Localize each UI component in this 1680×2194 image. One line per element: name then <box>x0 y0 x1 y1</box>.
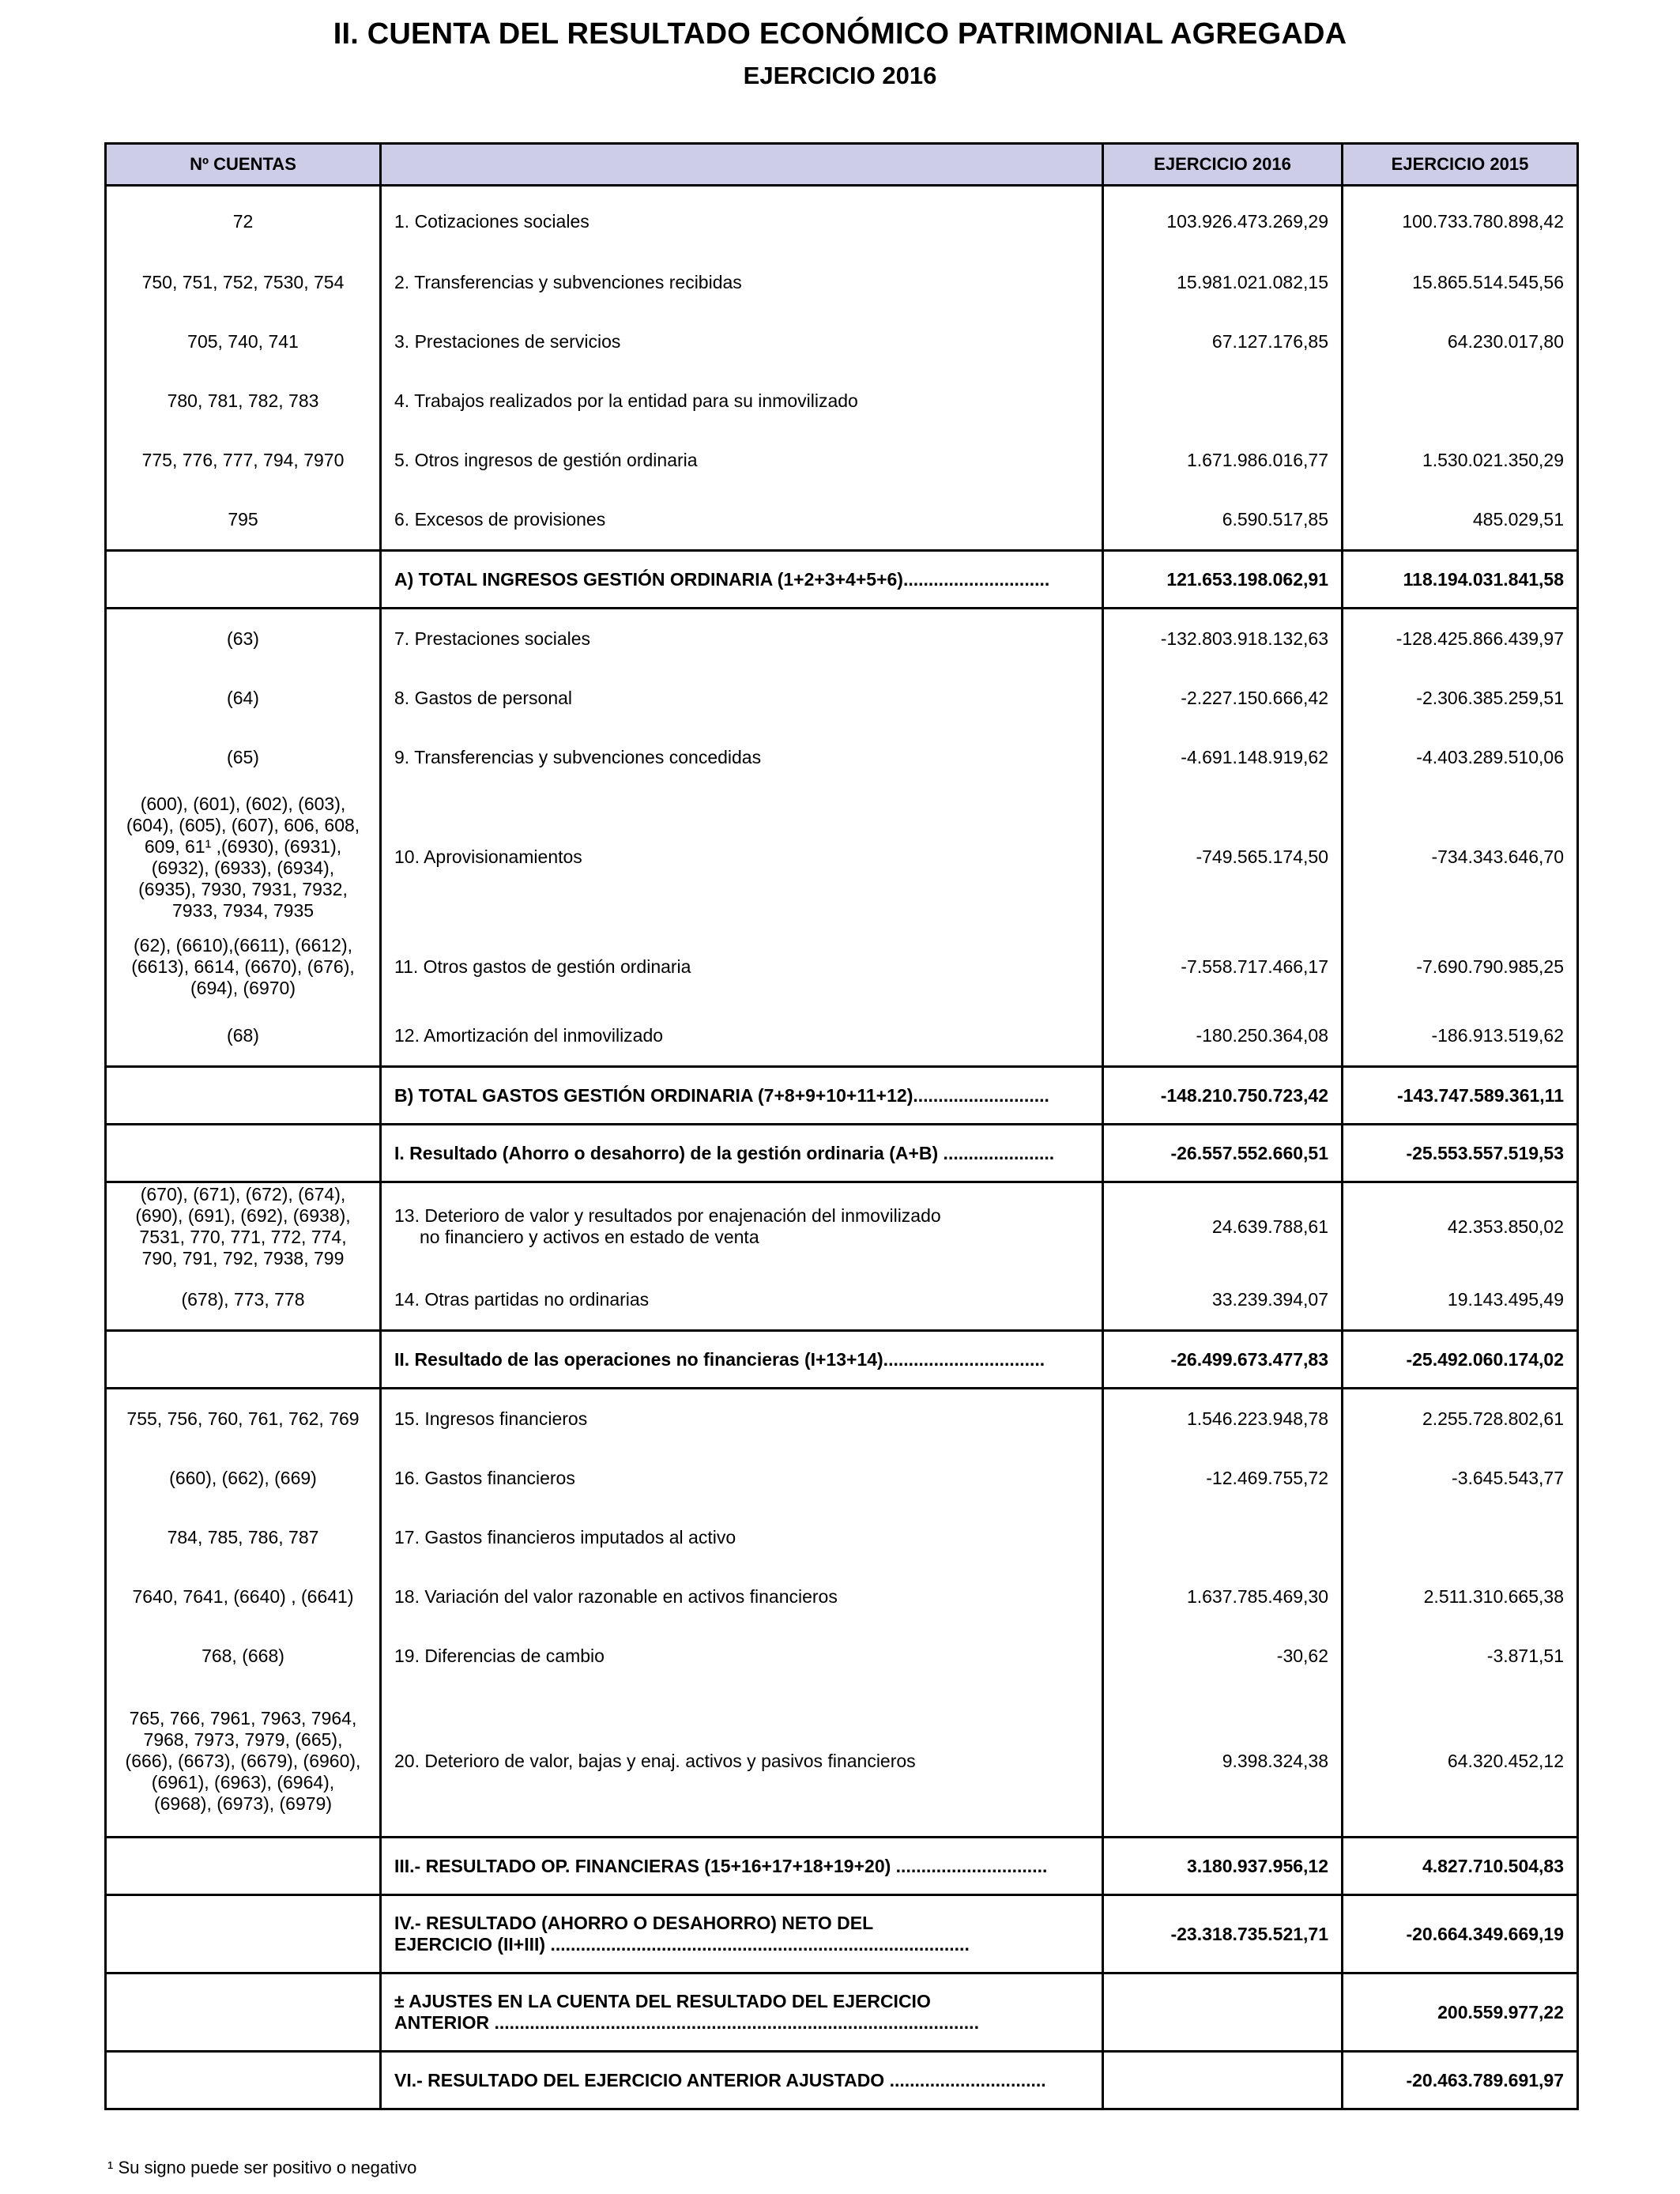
table-row <box>106 728 1578 787</box>
concept-cell <box>381 1270 1103 1331</box>
table-row <box>106 1627 1578 1686</box>
header-concept <box>381 144 1103 186</box>
cell-line: (6613), 6614, (6670), (676), <box>131 956 355 977</box>
table-row <box>106 1449 1578 1508</box>
cell-line: I. Resultado (Ahorro o desahorro) de la gestión ordinaria (A+B) ...................... <box>394 1142 1055 1163</box>
cell-line: 775, 776, 777, 794, 7970 <box>141 450 345 470</box>
account-codes-cell <box>106 927 381 1006</box>
value-2016-cell: -180.250.364,08 <box>1103 1006 1343 1067</box>
value-2016-cell: 9.398.324,38 <box>1103 1686 1343 1838</box>
table-row <box>106 1006 1578 1067</box>
cell-line: VI.- RESULTADO DEL EJERCICIO ANTERIOR AJUSTADO ............................... <box>394 2069 1046 2090</box>
cell-line: 16. Gastos financieros <box>394 1468 575 1488</box>
account-codes-cell <box>106 1270 381 1331</box>
account-codes-cell <box>106 1389 381 1449</box>
concept-cell <box>381 1006 1103 1067</box>
concept-cell <box>381 490 1103 551</box>
cell-line: 6. Excesos de provisiones <box>394 509 606 530</box>
page-subtitle: EJERCICIO 2016 <box>743 62 937 89</box>
value-2015-cell: 2.511.310.665,38 <box>1343 1567 1578 1627</box>
cell-line: 765, 766, 7961, 7963, 7964, <box>129 1707 357 1728</box>
table-row <box>106 371 1578 431</box>
value-2016-cell: 103.926.473.269,29 <box>1103 186 1343 254</box>
cell-line: 7640, 7641, (6640) , (6641) <box>132 1586 354 1607</box>
cell-line: (604), (605), (607), 606, 608, <box>126 814 360 835</box>
value-2015-cell: -143.747.589.361,11 <box>1343 1067 1578 1125</box>
cell-line: 7968, 7973, 7979, (665), <box>143 1728 343 1750</box>
concept-cell <box>381 1125 1103 1182</box>
value-2016-cell: 1.546.223.948,78 <box>1103 1389 1343 1449</box>
concept-cell <box>381 609 1103 669</box>
value-2015-cell: -2.306.385.259,51 <box>1343 669 1578 728</box>
value-2015-cell: 4.827.710.504,83 <box>1343 1838 1578 1895</box>
table-row <box>106 1270 1578 1331</box>
concept-cell <box>381 1838 1103 1895</box>
table-total-row <box>106 1838 1578 1895</box>
cell-line: (6968), (6973), (6979) <box>153 1793 332 1814</box>
value-2015-cell: 1.530.021.350,29 <box>1343 431 1578 490</box>
concept-cell <box>381 1627 1103 1686</box>
value-2016-cell: -7.558.717.466,17 <box>1103 927 1343 1006</box>
value-2016-cell: 3.180.937.956,12 <box>1103 1838 1343 1895</box>
account-codes-cell <box>106 787 381 927</box>
cell-line: IV.- RESULTADO (AHORRO O DESAHORRO) NETO DEL <box>394 1913 874 1933</box>
value-2015-cell: 485.029,51 <box>1343 490 1578 551</box>
cell-line: B) TOTAL GASTOS GESTIÓN ORDINARIA (7+8+9+10+11+12)........................... <box>394 1084 1049 1106</box>
cell-line: 10. Aprovisionamientos <box>394 846 582 867</box>
account-codes-cell <box>106 186 381 254</box>
cell-line: (63) <box>227 628 259 649</box>
cell-line: ± AJUSTES EN LA CUENTA DEL RESULTADO DEL EJERCICIO <box>394 1991 931 2011</box>
table-row <box>106 1182 1578 1271</box>
account-codes-cell <box>106 1125 381 1182</box>
cell-line: no financiero y activos en estado de venta <box>420 1227 759 1247</box>
value-2016-cell: 6.590.517,85 <box>1103 490 1343 551</box>
cell-line: (694), (6970) <box>190 977 296 998</box>
cell-line: (600), (601), (602), (603), <box>140 793 346 814</box>
value-2016-cell: 1.637.785.469,30 <box>1103 1567 1343 1627</box>
cell-line: 15. Ingresos financieros <box>394 1408 588 1429</box>
concept-cell <box>381 1508 1103 1567</box>
concept-cell <box>381 186 1103 254</box>
cell-line: 18. Variación del valor razonable en activos financieros <box>394 1586 838 1607</box>
cell-line: 7933, 7934, 7935 <box>171 899 315 921</box>
value-2016-cell: 24.639.788,61 <box>1103 1182 1343 1271</box>
header-year-2016: EJERCICIO 2016 <box>1103 144 1343 186</box>
account-codes-cell <box>106 728 381 787</box>
concept-cell <box>381 1331 1103 1389</box>
value-2016-cell: -12.469.755,72 <box>1103 1449 1343 1508</box>
table-row <box>106 431 1578 490</box>
concept-cell <box>381 253 1103 312</box>
cell-line: (666), (6673), (6679), (6960), <box>125 1750 361 1771</box>
page-title: II. CUENTA DEL RESULTADO ECONÓMICO PATRIMONIAL AGREGADA <box>333 17 1347 51</box>
concept-cell <box>381 1067 1103 1125</box>
concept-cell <box>381 1389 1103 1449</box>
table-row <box>106 927 1578 1006</box>
account-codes-cell <box>106 431 381 490</box>
value-2015-cell: 19.143.495,49 <box>1343 1270 1578 1331</box>
value-2015-cell <box>1343 371 1578 431</box>
value-2016-cell <box>1103 1508 1343 1567</box>
account-codes-cell <box>106 1006 381 1067</box>
table-total-row <box>106 1331 1578 1389</box>
value-2016-cell: -2.227.150.666,42 <box>1103 669 1343 728</box>
table-row <box>106 787 1578 927</box>
cell-line: 7531, 770, 771, 772, 774, <box>139 1227 347 1247</box>
concept-cell <box>381 1973 1103 2052</box>
account-codes-cell <box>106 609 381 669</box>
cell-line: (6935), 7930, 7931, 7932, <box>138 878 348 899</box>
cell-line: 784, 785, 786, 787 <box>167 1527 319 1547</box>
table-header-row <box>106 144 1578 186</box>
cell-line: 17. Gastos financieros imputados al activo <box>394 1527 736 1547</box>
value-2015-cell: 118.194.031.841,58 <box>1343 551 1578 609</box>
value-2015-cell: 2.255.728.802,61 <box>1343 1389 1578 1449</box>
income-statement-table <box>104 142 1579 2110</box>
concept-cell <box>381 728 1103 787</box>
concept-cell <box>381 312 1103 371</box>
cell-line: 12. Amortización del inmovilizado <box>394 1025 664 1046</box>
value-2016-cell <box>1103 2052 1343 2109</box>
cell-line: 755, 756, 760, 761, 762, 769 <box>126 1408 360 1429</box>
table-row <box>106 253 1578 312</box>
account-codes-cell <box>106 1508 381 1567</box>
concept-cell <box>381 2052 1103 2109</box>
value-2016-cell: -132.803.918.132,63 <box>1103 609 1343 669</box>
cell-line: III.- RESULTADO OP. FINANCIERAS (15+16+17+18+19+20) .............................. <box>394 1855 1048 1876</box>
table-row <box>106 186 1578 254</box>
cell-line: EJERCICIO (II+III) ................................................................................... <box>394 1934 970 1955</box>
concept-cell <box>381 1567 1103 1627</box>
cell-line: 750, 751, 752, 7530, 754 <box>141 272 345 292</box>
account-codes-cell <box>106 551 381 609</box>
cell-line: A) TOTAL INGRESOS GESTIÓN ORDINARIA (1+2+3+4+5+6)............................. <box>394 568 1050 590</box>
cell-line: (65) <box>227 747 259 767</box>
value-2016-cell <box>1103 371 1343 431</box>
value-2016-cell: -23.318.735.521,71 <box>1103 1895 1343 1973</box>
footnote: ¹ Su signo puede ser positivo o negativo <box>107 2158 417 2177</box>
value-2016-cell: -749.565.174,50 <box>1103 787 1343 927</box>
value-2015-cell: -186.913.519,62 <box>1343 1006 1578 1067</box>
value-2016-cell: 15.981.021.082,15 <box>1103 253 1343 312</box>
account-codes-cell <box>106 1331 381 1389</box>
cell-line: 3. Prestaciones de servicios <box>394 331 621 352</box>
cell-line: (670), (671), (672), (674), <box>140 1184 346 1204</box>
value-2015-cell: 64.320.452,12 <box>1343 1686 1578 1838</box>
header-accounts: Nº CUENTAS <box>106 144 381 186</box>
value-2015-cell: -7.690.790.985,25 <box>1343 927 1578 1006</box>
concept-cell <box>381 1895 1103 1973</box>
account-codes-cell <box>106 1838 381 1895</box>
concept-cell <box>381 1182 1103 1271</box>
value-2015-cell: -20.463.789.691,97 <box>1343 2052 1578 2109</box>
account-codes-cell <box>106 253 381 312</box>
table-row <box>106 1686 1578 1838</box>
account-codes-cell <box>106 1686 381 1838</box>
value-2015-cell: -25.492.060.174,02 <box>1343 1331 1578 1389</box>
header-year-2015: EJERCICIO 2015 <box>1343 144 1578 186</box>
cell-line: 20. Deterioro de valor, bajas y enaj. activos y pasivos financieros <box>394 1750 916 1771</box>
cell-line: 11. Otros gastos de gestión ordinaria <box>394 956 691 977</box>
concept-cell <box>381 371 1103 431</box>
cell-line: 9. Transferencias y subvenciones concedidas <box>394 747 762 767</box>
cell-line: (68) <box>227 1025 259 1046</box>
concept-cell <box>381 669 1103 728</box>
value-2015-cell: -128.425.866.439,97 <box>1343 609 1578 669</box>
table-row <box>106 609 1578 669</box>
cell-line: 8. Gastos de personal <box>394 688 573 708</box>
cell-line: 705, 740, 741 <box>187 331 299 352</box>
value-2016-cell: 33.239.394,07 <box>1103 1270 1343 1331</box>
value-2016-cell: 67.127.176,85 <box>1103 312 1343 371</box>
table-row <box>106 1389 1578 1449</box>
value-2016-cell: 121.653.198.062,91 <box>1103 551 1343 609</box>
cell-line: 795 <box>228 509 258 530</box>
value-2015-cell: -3.871,51 <box>1343 1627 1578 1686</box>
value-2015-cell: -4.403.289.510,06 <box>1343 728 1578 787</box>
cell-line: 19. Diferencias de cambio <box>394 1646 605 1666</box>
account-codes-cell <box>106 2052 381 2109</box>
value-2016-cell: 1.671.986.016,77 <box>1103 431 1343 490</box>
cell-line: 609, 61¹ ,(6930), (6931), <box>144 835 342 857</box>
cell-line: 72 <box>232 210 254 232</box>
value-2015-cell: 42.353.850,02 <box>1343 1182 1578 1271</box>
account-codes-cell <box>106 1567 381 1627</box>
cell-line: 4. Trabajos realizados por la entidad para su inmovilizado <box>394 390 858 411</box>
cell-line: (6961), (6963), (6964), <box>151 1771 335 1793</box>
account-codes-cell <box>106 312 381 371</box>
cell-line: (64) <box>227 688 259 708</box>
cell-line: (660), (662), (669) <box>169 1468 317 1488</box>
account-codes-cell <box>106 669 381 728</box>
account-codes-cell <box>106 1627 381 1686</box>
account-codes-cell <box>106 1182 381 1271</box>
cell-line: 780, 781, 782, 783 <box>167 390 319 411</box>
table-total-row <box>106 2052 1578 2109</box>
table-row <box>106 1508 1578 1567</box>
table-row <box>106 1567 1578 1627</box>
value-2015-cell <box>1343 1508 1578 1567</box>
cell-line: 768, (668) <box>202 1646 284 1666</box>
value-2016-cell: -4.691.148.919,62 <box>1103 728 1343 787</box>
cell-line: II. Resultado de las operaciones no financieras (I+13+14)................................ <box>394 1348 1045 1370</box>
cell-line: 7. Prestaciones sociales <box>394 628 591 649</box>
value-2016-cell: -30,62 <box>1103 1627 1343 1686</box>
cell-line: 5. Otros ingresos de gestión ordinaria <box>394 450 698 470</box>
value-2016-cell <box>1103 1973 1343 2052</box>
account-codes-cell <box>106 371 381 431</box>
value-2016-cell: -148.210.750.723,42 <box>1103 1067 1343 1125</box>
cell-line: 14. Otras partidas no ordinarias <box>394 1289 650 1310</box>
cell-line: 1. Cotizaciones sociales <box>394 210 590 232</box>
value-2015-cell: -25.553.557.519,53 <box>1343 1125 1578 1182</box>
value-2016-cell: -26.557.552.660,51 <box>1103 1125 1343 1182</box>
cell-line: 790, 791, 792, 7938, 799 <box>141 1248 345 1269</box>
table-row <box>106 669 1578 728</box>
cell-line: (6932), (6933), (6934), <box>151 857 335 878</box>
table-row <box>106 490 1578 551</box>
value-2015-cell: 100.733.780.898,42 <box>1343 186 1578 254</box>
table-total-row <box>106 551 1578 609</box>
cell-line: ANTERIOR ................................................................................................ <box>394 2012 979 2033</box>
table-total-row <box>106 1067 1578 1125</box>
value-2015-cell: -734.343.646,70 <box>1343 787 1578 927</box>
account-codes-cell <box>106 1895 381 1973</box>
cell-line: (690), (691), (692), (6938), <box>135 1205 351 1226</box>
table-total-row <box>106 1125 1578 1182</box>
cell-line: (678), 773, 778 <box>181 1289 305 1310</box>
concept-cell <box>381 551 1103 609</box>
value-2015-cell: -20.664.349.669,19 <box>1343 1895 1578 1973</box>
concept-cell <box>381 1686 1103 1838</box>
account-codes-cell <box>106 1973 381 2052</box>
value-2015-cell: 64.230.017,80 <box>1343 312 1578 371</box>
cell-line: 13. Deterioro de valor y resultados por enajenación del inmovilizado <box>394 1205 941 1226</box>
value-2015-cell: 200.559.977,22 <box>1343 1973 1578 2052</box>
concept-cell <box>381 787 1103 927</box>
table-total-row <box>106 1895 1578 1973</box>
concept-cell <box>381 1449 1103 1508</box>
table-total-row <box>106 1973 1578 2052</box>
account-codes-cell <box>106 1449 381 1508</box>
account-codes-cell <box>106 1067 381 1125</box>
account-codes-cell <box>106 490 381 551</box>
concept-cell <box>381 927 1103 1006</box>
cell-line: 2. Transferencias y subvenciones recibidas <box>394 272 742 292</box>
table-row <box>106 312 1578 371</box>
value-2016-cell: -26.499.673.477,83 <box>1103 1331 1343 1389</box>
value-2015-cell: -3.645.543,77 <box>1343 1449 1578 1508</box>
value-2015-cell: 15.865.514.545,56 <box>1343 253 1578 312</box>
cell-line: (62), (6610),(6611), (6612), <box>134 934 352 956</box>
concept-cell <box>381 431 1103 490</box>
